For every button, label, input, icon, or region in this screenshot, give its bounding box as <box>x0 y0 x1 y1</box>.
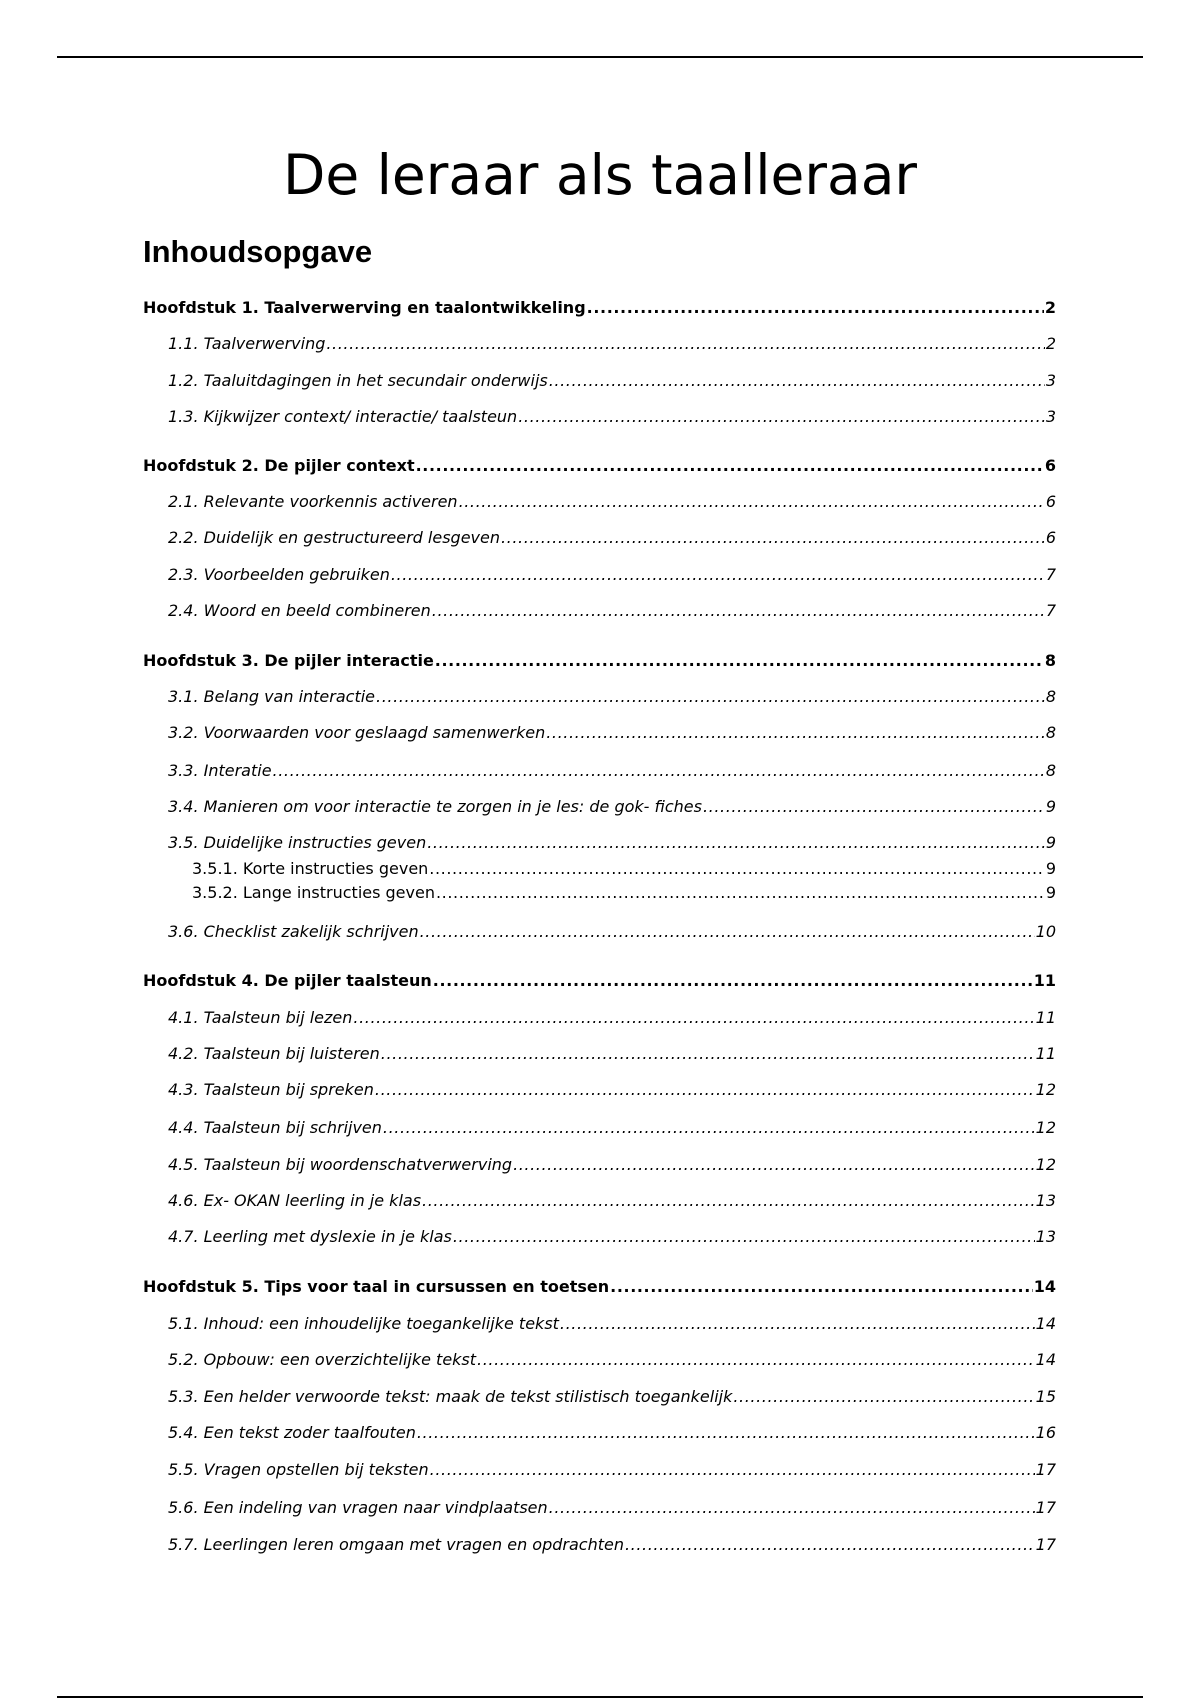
toc-dot-leader <box>383 1117 1035 1139</box>
toc-entry-label: Hoofdstuk 3. De pijler interactie <box>143 651 434 670</box>
toc-section-entry[interactable] <box>0 1079 1056 1101</box>
toc-section-entry[interactable] <box>0 1422 1056 1444</box>
toc-page-number: 12 <box>1035 1155 1056 1174</box>
toc-section-entry[interactable] <box>0 1459 1056 1481</box>
toc-dot-leader <box>416 455 1044 477</box>
toc-entry-label: 5.4. Een tekst zoder taalfouten <box>168 1423 416 1442</box>
toc-page-number: 14 <box>1035 1350 1056 1369</box>
toc-page-number: 8 <box>1045 723 1056 742</box>
toc-entry-label: Hoofdstuk 2. De pijler context <box>143 456 415 475</box>
toc-entry-label: 5.3. Een helder verwoorde tekst: maak de tekst stilistisch toegankelijk <box>168 1387 733 1406</box>
toc-dot-leader <box>703 796 1045 818</box>
toc-entry-label: 5.5. Vragen opstellen bij teksten <box>168 1460 429 1479</box>
toc-entry-label: 5.6. Een indeling van vragen naar vindplaatsen <box>168 1498 548 1517</box>
toc-entry-label: 4.5. Taalsteun bij woordenschatverwerving <box>168 1155 513 1174</box>
toc-entry-label: 2.4. Woord en beeld combineren <box>168 601 431 620</box>
toc-entry-label: 3.2. Voorwaarden voor geslaagd samenwerken <box>168 723 546 742</box>
toc-chapter-entry[interactable] <box>0 970 1056 992</box>
toc-dot-leader <box>429 858 1045 880</box>
toc-dot-leader <box>610 1276 1033 1298</box>
toc-page-number: 13 <box>1035 1227 1056 1246</box>
toc-section-entry[interactable] <box>0 1226 1056 1248</box>
toc-entry-label: 3.3. Interatie <box>168 761 272 780</box>
toc-section-entry[interactable] <box>0 1117 1056 1139</box>
toc-page-number: 7 <box>1045 601 1056 620</box>
toc-page-number: 13 <box>1035 1191 1056 1210</box>
toc-dot-leader <box>420 921 1035 943</box>
toc-dot-leader <box>459 491 1045 513</box>
toc-dot-leader <box>353 1007 1034 1029</box>
document-title: De leraar als taalleraar <box>282 143 918 207</box>
toc-dot-leader <box>375 1079 1035 1101</box>
toc-entry-label: 4.2. Taalsteun bij luisteren <box>168 1044 380 1063</box>
toc-section-entry[interactable] <box>0 333 1056 355</box>
toc-heading: Inhoudsopgave <box>143 234 373 269</box>
toc-dot-leader <box>518 406 1045 428</box>
toc-entry-label: 5.1. Inhoud: een inhoudelijke toegankelijke tekst <box>168 1314 559 1333</box>
toc-page-number: 17 <box>1035 1498 1056 1517</box>
toc-section-entry[interactable] <box>0 564 1056 586</box>
toc-dot-leader <box>326 333 1044 355</box>
toc-page-number: 7 <box>1045 565 1056 584</box>
toc-page-number: 9 <box>1045 859 1056 878</box>
toc-page-number: 12 <box>1035 1118 1056 1137</box>
toc-page-number: 8 <box>1045 761 1056 780</box>
toc-entry-label: 5.7. Leerlingen leren omgaan met vragen en opdrachten <box>168 1535 624 1554</box>
toc-page-number: 8 <box>1045 687 1056 706</box>
toc-entry-label: 3.1. Belang van interactie <box>168 687 376 706</box>
toc-dot-leader <box>430 1459 1035 1481</box>
toc-dot-leader <box>435 650 1044 672</box>
toc-dot-leader <box>513 1154 1035 1176</box>
toc-dot-leader <box>391 564 1045 586</box>
toc-page-number: 2 <box>1045 334 1056 353</box>
toc-page-number: 12 <box>1035 1080 1056 1099</box>
toc-entry-label: 4.7. Leerling met dyslexie in je klas <box>168 1227 452 1246</box>
toc-section-entry[interactable] <box>0 527 1056 549</box>
toc-page-number: 6 <box>1045 492 1056 511</box>
toc-section-entry[interactable] <box>0 832 1056 854</box>
toc-entry-label: 3.6. Checklist zakelijk schrijven <box>168 922 419 941</box>
toc-page-number: 3 <box>1045 371 1056 390</box>
toc-dot-leader <box>273 760 1045 782</box>
toc-page-number: 8 <box>1044 651 1056 670</box>
toc-dot-leader <box>381 1043 1035 1065</box>
toc-entry-label: 4.1. Taalsteun bij lezen <box>168 1008 353 1027</box>
toc-entry-label: 5.2. Opbouw: een overzichtelijke tekst <box>168 1350 477 1369</box>
toc-dot-leader <box>733 1386 1034 1408</box>
toc-page-number: 14 <box>1033 1277 1056 1296</box>
toc-page-number: 6 <box>1044 456 1056 475</box>
toc-entry-label: 3.5.2. Lange instructies geven <box>192 883 435 902</box>
toc-section-entry[interactable] <box>0 1386 1056 1408</box>
toc-dot-leader <box>560 1313 1035 1335</box>
toc-dot-leader <box>422 1190 1035 1212</box>
toc-entry-label: 4.3. Taalsteun bij spreken <box>168 1080 374 1099</box>
toc-chapter-entry[interactable] <box>0 455 1056 477</box>
toc-page-number: 11 <box>1035 1044 1056 1063</box>
toc-dot-leader <box>436 882 1045 904</box>
toc-page-number: 9 <box>1045 797 1056 816</box>
toc-dot-leader <box>433 970 1033 992</box>
toc-entry-label: Hoofdstuk 1. Taalverwerving en taalontwikkeling <box>143 298 586 317</box>
toc-dot-leader <box>432 600 1045 622</box>
toc-entry-label: 3.5.1. Korte instructies geven <box>192 859 429 878</box>
toc-dot-leader <box>549 370 1045 392</box>
toc-dot-leader <box>376 686 1045 708</box>
toc-dot-leader <box>501 527 1045 549</box>
toc-page-number: 17 <box>1035 1460 1056 1479</box>
toc-entry-label: 2.1. Relevante voorkennis activeren <box>168 492 458 511</box>
toc-entry-label: 3.4. Manieren om voor interactie te zorgen in je les: de gok- fiches <box>168 797 702 816</box>
toc-page-number: 16 <box>1035 1423 1056 1442</box>
toc-dot-leader <box>427 832 1045 854</box>
toc-entry-label: 3.5. Duidelijke instructies geven <box>168 833 427 852</box>
toc-subsection-entry[interactable] <box>0 858 1056 880</box>
toc-page-number: 17 <box>1035 1535 1056 1554</box>
toc-chapter-entry[interactable] <box>0 1276 1056 1298</box>
toc-section-entry[interactable] <box>0 370 1056 392</box>
toc-dot-leader <box>417 1422 1035 1444</box>
toc-section-entry[interactable] <box>0 1349 1056 1371</box>
toc-page-number: 11 <box>1035 1008 1056 1027</box>
toc-dot-leader <box>549 1497 1035 1519</box>
toc-section-entry[interactable] <box>0 1154 1056 1176</box>
toc-entry-label: 4.6. Ex- OKAN leerling in je klas <box>168 1191 422 1210</box>
toc-page-number: 15 <box>1035 1387 1056 1406</box>
toc-page-number: 3 <box>1045 407 1056 426</box>
toc-section-entry[interactable] <box>0 1007 1056 1029</box>
toc-page-number: 10 <box>1035 922 1056 941</box>
toc-section-entry[interactable] <box>0 796 1056 818</box>
toc-entry-label: 4.4. Taalsteun bij schrijven <box>168 1118 382 1137</box>
toc-section-entry[interactable] <box>0 600 1056 622</box>
toc-section-entry[interactable] <box>0 406 1056 428</box>
toc-section-entry[interactable] <box>0 921 1056 943</box>
toc-dot-leader <box>453 1226 1035 1248</box>
toc-entry-label: 2.3. Voorbeelden gebruiken <box>168 565 390 584</box>
toc-entry-label: 2.2. Duidelijk en gestructureerd lesgeven <box>168 528 500 547</box>
toc-page-number: 11 <box>1033 971 1056 990</box>
toc-entry-label: 1.1. Taalverwerving <box>168 334 326 353</box>
toc-entry-label: Hoofdstuk 4. De pijler taalsteun <box>143 971 432 990</box>
toc-page-number: 6 <box>1045 528 1056 547</box>
toc-page-number: 14 <box>1035 1314 1056 1333</box>
toc-chapter-entry[interactable] <box>0 650 1056 672</box>
toc-section-entry[interactable] <box>0 1190 1056 1212</box>
toc-section-entry[interactable] <box>0 760 1056 782</box>
toc-entry-label: Hoofdstuk 5. Tips voor taal in cursussen en toetsen <box>143 1277 610 1296</box>
toc-section-entry[interactable] <box>0 1497 1056 1519</box>
toc-page-number: 9 <box>1045 883 1056 902</box>
toc-dot-leader <box>477 1349 1035 1371</box>
toc-subsection-entry[interactable] <box>0 882 1056 904</box>
toc-section-entry[interactable] <box>0 491 1056 513</box>
toc-section-entry[interactable] <box>0 1313 1056 1335</box>
toc-section-entry[interactable] <box>0 686 1056 708</box>
toc-section-entry[interactable] <box>0 1043 1056 1065</box>
toc-section-entry[interactable] <box>0 722 1056 744</box>
footer-rule <box>57 1696 1143 1698</box>
toc-page-number: 9 <box>1045 833 1056 852</box>
toc-chapter-entry[interactable] <box>0 297 1056 319</box>
toc-entry-label: 1.3. Kijkwijzer context/ interactie/ taalsteun <box>168 407 518 426</box>
toc-dot-leader <box>587 297 1044 319</box>
toc-entry-label: 1.2. Taaluitdagingen in het secundair onderwijs <box>168 371 548 390</box>
toc-section-entry[interactable] <box>0 1534 1056 1556</box>
toc-dot-leader <box>625 1534 1035 1556</box>
toc-page-number: 2 <box>1044 298 1056 317</box>
toc-dot-leader <box>546 722 1045 744</box>
